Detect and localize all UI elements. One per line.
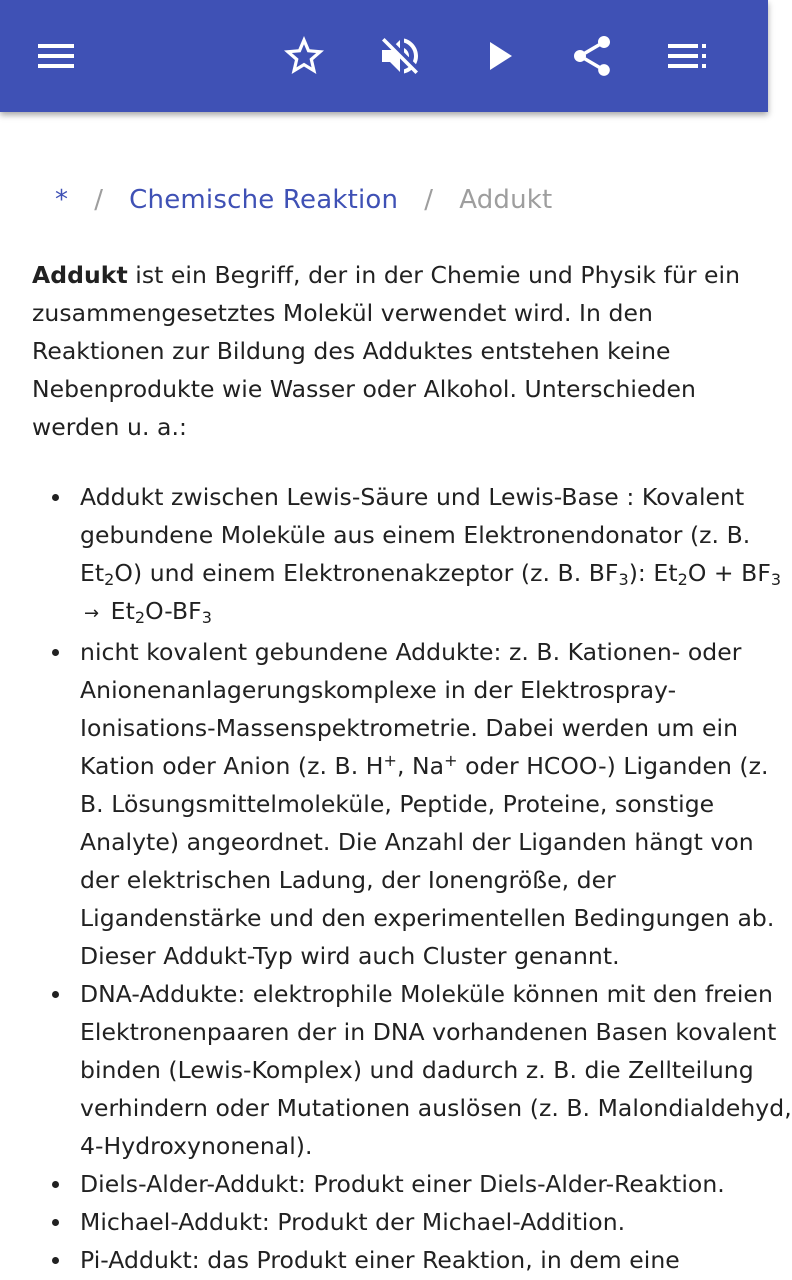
menu-icon[interactable]	[32, 32, 80, 80]
item-text: ): Et	[628, 559, 678, 587]
subscript: 3	[770, 570, 782, 589]
intro-paragraph	[32, 256, 742, 446]
reaction-arrow: →	[84, 603, 100, 624]
item-text: O-BF	[145, 597, 202, 625]
item-text: O) und einem Elektronenakzeptor (z. B. BF	[114, 559, 619, 587]
item-text: oder HCOO-) Liganden (z. B. Lösungsmittelmoleküle, Peptide, Proteine, sonstige Analyte) angeordnet. Die Anzahl der Liganden hängt von der elektrischen Ladung, der Ionengröße, der Ligandenstärke und den experimentellen Bedingungen ab. Dieser Addukt-Typ wird auch Cluster genannt.	[80, 752, 775, 970]
play-icon[interactable]	[474, 32, 522, 80]
item-text: Addukt zwischen Lewis-Säure und Lewis-Base : Kovalent gebundene Moleküle aus einem Elektronendonator (z. B. Et	[80, 483, 751, 587]
intro-text: ist ein Begriff, der in der Chemie und Physik für ein zusammengesetztes Molekül verwendet wird. In den Reaktionen zur Bildung des Adduktes entstehen keine Nebenprodukte wie Wasser oder Alkohol. Unterschieden werden u. a.:	[32, 261, 741, 441]
breadcrumb-current: Addukt	[459, 185, 553, 215]
subscript: 2	[677, 570, 688, 589]
article-content	[0, 112, 792, 1280]
playlist-icon[interactable]	[664, 32, 712, 80]
subscript: 3	[618, 570, 629, 589]
subscript: 3	[201, 608, 212, 627]
breadcrumb	[55, 180, 552, 220]
list-item: Pi-Addukt: das Produkt einer Reaktion, in dem eine	[80, 1241, 792, 1279]
breadcrumb-separator: /	[94, 185, 104, 215]
adduct-list	[32, 478, 792, 1279]
breadcrumb-separator: /	[424, 185, 434, 215]
star-icon[interactable]	[280, 32, 328, 80]
list-item: DNA-Addukte: elektrophile Moleküle können mit den freien Elektronenpaaren der in DNA vorhandenen Basen kovalent binden (Lewis-Komplex) und dadurch z. B. die Zellteilung verhindern oder Mutationen auslösen (z. B. Malondialdehyd, 4-Hydroxynonenal).	[80, 975, 792, 1165]
subscript: 2	[104, 570, 115, 589]
subscript: 2	[134, 608, 146, 627]
app-bar	[0, 0, 768, 112]
superscript: +	[383, 751, 397, 770]
item-text: , Na	[396, 752, 445, 780]
list-item: Diels-Alder-Addukt: Produkt einer Diels-Alder-Reaktion.	[80, 1165, 792, 1203]
item-text: Et	[110, 597, 135, 625]
item-text: O + BF	[687, 559, 771, 587]
superscript: +	[444, 751, 458, 770]
list-item	[80, 633, 792, 975]
volume-off-icon[interactable]	[376, 32, 424, 80]
item-text: nicht kovalent gebundene Addukte: z. B. Kationen- oder Anionenanlagerungskomplexe in der Elektrospray-Ionisations-Massenspektrometrie. Dabei werden um ein Kation oder Anion (z. B. H	[80, 638, 742, 780]
list-item: Michael-Addukt: Produkt der Michael-Addition.	[80, 1203, 792, 1241]
breadcrumb-category-link[interactable]: Chemische Reaktion	[129, 185, 399, 215]
list-item	[80, 478, 792, 633]
article-term: Addukt	[32, 261, 128, 289]
breadcrumb-home-link[interactable]: *	[55, 185, 69, 215]
share-icon[interactable]	[568, 32, 616, 80]
